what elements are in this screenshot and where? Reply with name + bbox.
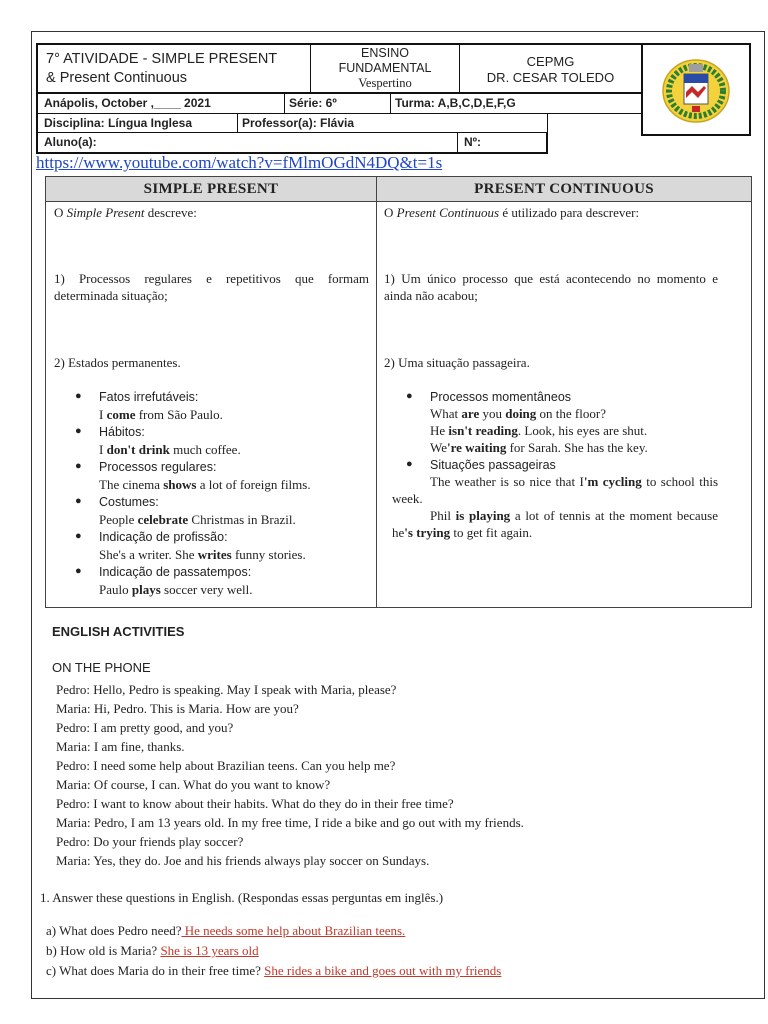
list-item: ● Hábitos: I don't drink much coffee. [75,425,241,457]
level-cell [311,43,460,94]
school-logo-cell [641,43,751,136]
question-b: b) How old is Maria? She is 13 years old [46,943,259,958]
activity-title: 7° ATIVIDADE - SIMPLE PRESENT [46,51,278,67]
dialog-line: Pedro: I need some help about Brazilian teens. Can you help me? [56,758,396,773]
present-continuous-intro: O Present Continuous é utilizado para descrever: [384,205,640,220]
teacher-field: Professor(a): Flávia [238,114,548,133]
subject-field: Disciplina: Língua Inglesa [36,114,238,133]
dialog-line: Maria: Hi, Pedro. This is Maria. How are you? [56,701,299,716]
pc-example-1: What are you doing on the floor? [430,406,606,421]
student-name-field[interactable]: Aluno(a): [36,133,458,154]
simple-present-point1: 1) Processos regulares e repetitivos que formam determinada situação; [54,271,369,303]
simple-present-uses-list [75,388,369,598]
list-item: ● Indicação de passatempos: Paulo plays soccer very well. [75,565,253,597]
dialog-line: Maria: Of course, I can. What do you want to know? [56,777,331,792]
answer-c[interactable]: She rides a bike and goes out with my friends [264,963,502,978]
dialog-line: Pedro: I am pretty good, and you? [56,720,234,735]
present-continuous-bullet-temporary: ● Situações passageiras [406,458,556,472]
answer-a[interactable]: He needs some help about Brazilian teens. [181,923,406,938]
simple-present-point2: 2) Estados permanentes. [54,355,181,370]
list-item: ● Costumes: People celebrate Christmas in Brazil. [75,495,296,527]
school-name-line1: CEPMG [526,54,575,69]
school-crest-icon [656,54,736,126]
city-date-field[interactable]: Anápolis, October ,____ 2021 [36,94,285,114]
dialog-line: Maria: Yes, they do. Joe and his friends always play soccer on Sundays. [56,853,430,868]
pc-example-3: We're waiting for Sarah. She has the key. [430,440,648,455]
grammar-comparison-table [45,176,752,608]
school-cell [460,43,641,94]
classes-field: Turma: A,B,C,D,E,F,G [391,94,641,114]
list-item: ● Indicação de profissão: She's a writer. She writes funny stories. [75,530,306,562]
grade-field: Série: 6º [285,94,391,114]
pc-example-5: Phil is playing a lot of tennis at the moment because he's trying to get fit again. [392,508,718,540]
dialog-line: Maria: I am fine, thanks. [56,739,185,754]
question-c: c) What does Maria do in their free time? She rides a bike and goes out with my friends [46,963,502,978]
answer-b[interactable]: She is 13 years old [160,943,259,958]
exercise-instruction: 1. Answer these questions in English. (Respondas essas perguntas em inglês.) [40,890,444,905]
present-continuous-point1: 1) Um único processo que está acontecendo no momento e ainda não acabou; [384,271,718,303]
simple-present-intro: O Simple Present descreve: [54,205,197,220]
column-divider [376,177,377,607]
activity-title-cell [36,43,311,94]
simple-present-heading: SIMPLE PRESENT [46,177,377,202]
present-continuous-point2: 2) Uma situação passageira. [384,355,530,370]
activities-heading: ENGLISH ACTIVITIES [52,624,185,639]
student-number-field[interactable]: Nº: [458,133,548,154]
dialog-line: Pedro: I want to know about their habits. What do they do in their free time? [56,796,454,811]
pc-example-2: He isn't reading. Look, his eyes are shut. [430,423,648,438]
level-line2: FUNDAMENTAL [338,61,432,75]
school-name-line2: DR. CESAR TOLEDO [486,70,615,85]
dialog-line: Pedro: Do your friends play soccer? [56,834,244,849]
list-item: ● Fatos irrefutáveis: I come from São Paulo. [75,390,223,422]
question-a: a) What does Pedro need? He needs some help about Brazilian teens. [46,923,406,938]
dialog-line: Maria: Pedro, I am 13 years old. In my free time, I ride a bike and go out with my friends. [56,815,524,830]
dialog-title: ON THE PHONE [52,660,151,675]
dialog-line: Pedro: Hello, Pedro is speaking. May I speak with Maria, please? [56,682,397,697]
present-continuous-heading: PRESENT CONTINUOUS [377,177,751,202]
present-continuous-bullet-momentary: ● Processos momentâneos [406,390,572,404]
youtube-video-link[interactable]: https://www.youtube.com/watch?v=fMlmOGdN4DQ&t=1s [36,153,443,172]
activity-subtitle: & Present Continuous [46,70,188,86]
level-line1: ENSINO [361,46,409,60]
pc-example-4: The weather is so nice that I'm cycling to school this week. [392,474,718,506]
list-item: ● Processos regulares: The cinema shows a lot of foreign films. [75,460,311,492]
shift: Vespertino [358,76,412,90]
